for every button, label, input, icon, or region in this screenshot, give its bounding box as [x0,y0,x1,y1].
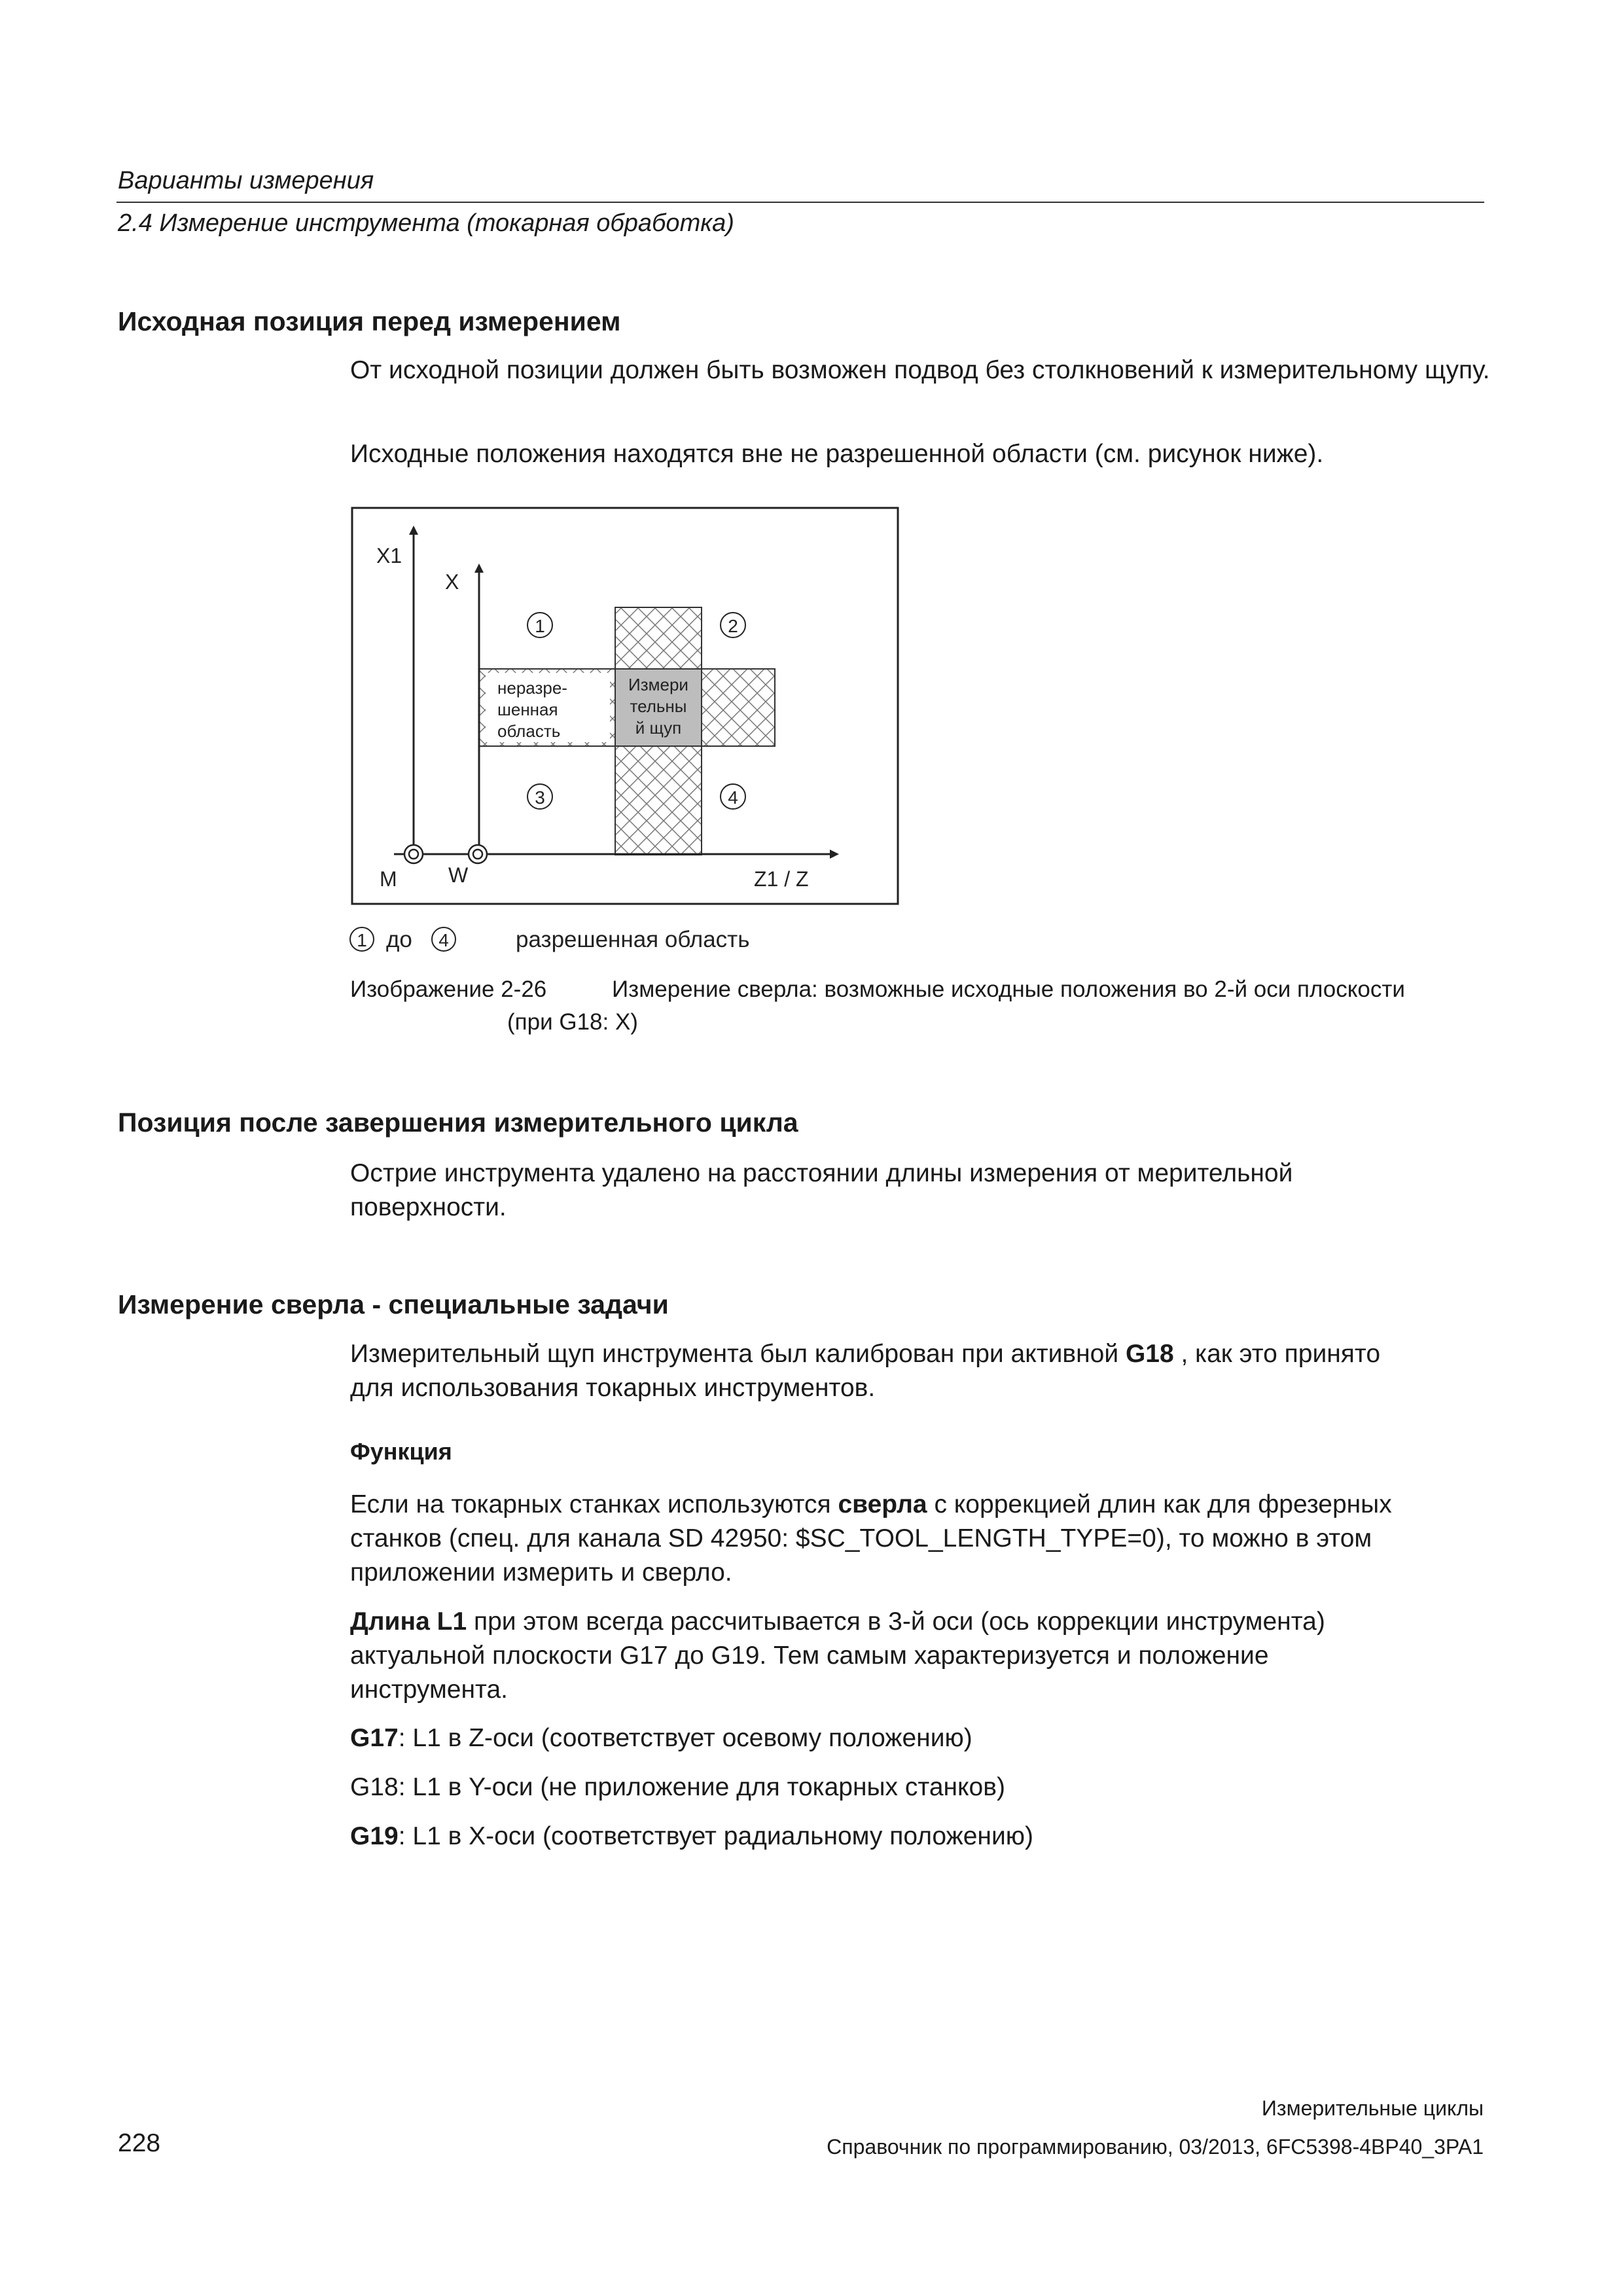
probe-label-2: тельны [630,696,687,716]
section1-title: Исходная позиция перед измерением [118,306,621,336]
label-x1: X1 [376,544,402,567]
section2-para-line2: поверхности. [350,1193,507,1221]
section3-para2-line1: Если на токарных станках используются сверла с коррекцией длин как для фрезерных [350,1490,1392,1518]
function-title: Функция [350,1438,452,1465]
svg-text:2: 2 [728,616,738,636]
legend-from: 1 [357,930,367,950]
section3-para1-line2: для использования токарных инструментов. [350,1374,876,1402]
zone-4-marker [721,784,745,809]
legend-do: до [386,927,412,952]
figure-diagram [340,497,916,916]
figure-legend [347,920,936,959]
g19-line: G19: L1 в X-оси (соответствует радиальному положению) [350,1822,1033,1850]
section3-para3-line1: Длина L1 при этом всегда рассчитывается в 3-й оси (ось коррекции инструмента) [350,1607,1325,1636]
svg-text:1: 1 [535,616,545,636]
label-w: W [448,863,469,887]
section2-title: Позиция после завершения измерительного цикла [118,1107,798,1138]
section1-para1: От исходной позиции должен быть возможен подвод без столкновений к измерительному щупу. [350,356,1490,384]
figure-caption-text: Измерение сверла: возможные исходные положения во 2-й оси плоскости [612,977,1405,1002]
figure-caption-text2: (при G18: X) [507,1009,638,1035]
section1-para2: Исходные положения находятся вне не разрешенной области (см. рисунок ниже). [350,440,1324,468]
legend-text: разрешенная область [516,927,750,952]
zone-2-marker [721,613,745,637]
label-x: X [445,570,459,594]
section3-para2-line3: приложении измерить и сверло. [350,1558,732,1587]
header-rule [116,202,1484,203]
forbidden-label-2: шенная [497,700,558,719]
figure-caption-number: Изображение 2-26 [350,977,547,1002]
footer-subtitle: Справочник по программированию, 03/2013, 6FC5398-4BP40_3PA1 [827,2135,1484,2159]
footer-title: Измерительные циклы [1261,2096,1484,2120]
legend-to: 4 [438,930,449,950]
g17-line: G17: L1 в Z-оси (соответствует осевому положению) [350,1724,972,1752]
w-marker [469,845,487,863]
svg-text:4: 4 [728,787,738,808]
label-z: Z1 / Z [754,867,809,891]
section3-para2-line2: станков (спец. для канала SD 42950: $SC_TOOL_LENGTH_TYPE=0), то можно в этом [350,1524,1372,1552]
section3-para3-line2: актуальной плоскости G17 до G19. Тем самым характеризуется и положение [350,1641,1269,1670]
forbidden-label-1: неразре- [497,678,567,698]
section3-title: Измерение сверла - специальные задачи [118,1289,669,1319]
svg-text:3: 3 [535,787,545,808]
header-chapter: Варианты измерения [118,167,374,194]
zone-3-marker [527,784,552,809]
m-marker [404,845,423,863]
page-number: 228 [118,2129,161,2157]
header-section: 2.4 Измерение инструмента (токарная обработка) [118,209,734,237]
section3-para3-line3: инструмента. [350,1676,508,1704]
label-m: M [380,867,397,891]
zone-1-marker [527,613,552,637]
section2-para-line1: Острие инструмента удалено на расстоянии длины измерения от мерительной [350,1159,1293,1187]
probe-label-3: й щуп [635,718,682,738]
forbidden-label-3: область [497,721,561,741]
g18-line: G18: L1 в Y-оси (не приложение для токарных станков) [350,1773,1005,1801]
probe-label-1: Измери [628,675,688,694]
section3-para1-line1: Измерительный щуп инструмента был калиброван при активной G18 , как это принято [350,1340,1381,1368]
